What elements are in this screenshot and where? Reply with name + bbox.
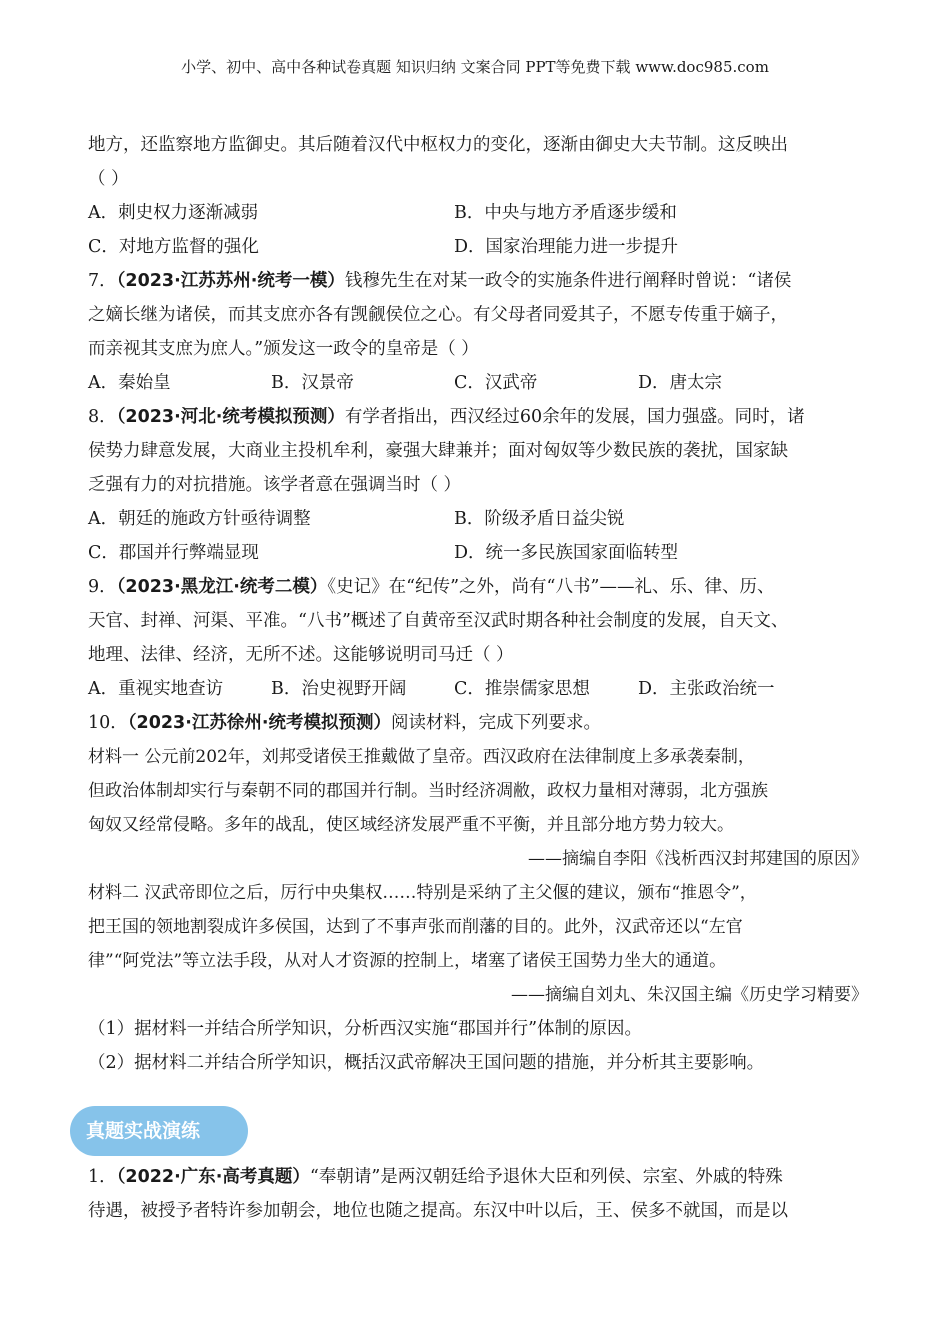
q10-number: 10． <box>88 713 128 733</box>
section-banner: 真题实战演练 <box>70 1106 248 1156</box>
q8-text: 有学者指出，西汉经过60余年的发展，国力强盛。同时，诸 <box>344 407 805 427</box>
q6-options-row-2 <box>88 230 868 264</box>
q9-text: 《史记》在“纪传”之外，尚有“八书”——礼、乐、律、历、 <box>327 577 775 597</box>
q1-text: “奉朝请”是两汉朝廷给予退休大臣和列侯、宗室、外戚的特殊 <box>309 1167 783 1187</box>
q8-options-row-1 <box>88 502 868 536</box>
q8-number: 8． <box>88 407 117 427</box>
q7-option-a[interactable]: A．秦始皇 <box>88 373 171 393</box>
q8-stem-line-1 <box>88 400 868 434</box>
q8-options-row-2 <box>88 536 868 570</box>
q7-stem-line-3: 而亲视其支庶为庶人。”颁发这一政令的皇帝是（ ） <box>88 339 479 359</box>
q8-option-b[interactable]: B．阶级矛盾日益尖锐 <box>454 509 625 529</box>
q10-subquestion-1: （1）据材料一并结合所学知识，分析西汉实施“郡国并行”体制的原因。 <box>88 1019 643 1039</box>
q10-source: （2023·江苏徐州·统考模拟预测） <box>127 713 392 733</box>
q8-source: （2023·河北·统考模拟预测） <box>116 407 345 427</box>
q9-stem-line-2: 天官、封禅、河渠、平准。“八书”概述了自黄帝至汉武时期各种社会制度的发展，自天文、 <box>88 611 789 631</box>
q9-stem-line-3: 地理、法律、经济，无所不述。这能够说明司马迁（ ） <box>88 645 514 665</box>
q6-option-d[interactable]: D．国家治理能力进一步提升 <box>454 237 679 257</box>
q8-option-d[interactable]: D．统一多民族国家面临转型 <box>454 543 679 563</box>
q7-stem-line-2: 之嫡长继为诸侯，而其支庶亦各有觊觎侯位之心。有父母者同爱其子，不愿专传重于嫡子， <box>88 305 788 325</box>
q8-stem-line-2: 侯势力肆意发展，大商业主投机牟利，豪强大肆兼并；面对匈奴等少数民族的袭扰，国家缺 <box>88 441 788 461</box>
q10-text: 阅读材料，完成下列要求。 <box>391 713 602 733</box>
q6-options-row-1 <box>88 196 868 230</box>
page-header: 小学、初中、高中各种试卷真题 知识归纳 文案合同 PPT等免费下载 www.doc985.com <box>181 58 769 76</box>
q8-option-a[interactable]: A．朝廷的施政方针亟待调整 <box>88 509 311 529</box>
q9-options-row <box>88 672 868 706</box>
material-2-line-3: 律”“阿党法”等立法手段，从对人才资源的控制上，堵塞了诸侯王国势力坐大的通道。 <box>88 951 727 971</box>
q6-option-b[interactable]: B．中央与地方矛盾逐步缓和 <box>454 203 677 223</box>
q9-stem-line-1 <box>88 570 868 604</box>
q6-answer-blank: （ ） <box>88 169 129 189</box>
q1-number: 1． <box>88 1167 117 1187</box>
q8-option-c[interactable]: C．郡国并行弊端显现 <box>88 543 259 563</box>
q9-option-d[interactable]: D．主张政治统一 <box>638 679 775 699</box>
q7-number: 7． <box>88 271 117 291</box>
material-1-line-2: 但政治体制却实行与秦朝不同的郡国并行制。当时经济凋敝，政权力量相对薄弱，北方强族 <box>88 781 768 801</box>
q1-source: （2022·广东·高考真题） <box>116 1167 310 1187</box>
q9-source: （2023·黑龙江·统考二模） <box>116 577 328 597</box>
material-2-line-2: 把王国的领地割裂成许多侯国，达到了不事声张而削藩的目的。此外，汉武帝还以“左官 <box>88 917 743 937</box>
q6-option-c[interactable]: C．对地方监督的强化 <box>88 237 259 257</box>
q9-option-a[interactable]: A．重视实地查访 <box>88 679 224 699</box>
material-2-citation: ——摘编自刘丸、朱汉国主编《历史学习精要》 <box>511 985 868 1005</box>
material-1-citation: ——摘编自李阳《浅析西汉封邦建国的原因》 <box>528 849 868 869</box>
q7-text: 钱穆先生在对某一政令的实施条件进行阐释时曾说：“诸侯 <box>344 271 792 291</box>
q10-stem-line <box>88 706 868 740</box>
q7-stem-line-1 <box>88 264 868 298</box>
q9-number: 9． <box>88 577 117 597</box>
q1-stem-line-2: 待遇，被授予者特许参加朝会，地位也随之提高。东汉中叶以后，王、侯多不就国，而是以 <box>88 1201 788 1221</box>
q7-source: （2023·江苏苏州·统考一模） <box>116 271 345 291</box>
material-1-line-1: 材料一 公元前202年，刘邦受诸侯王推戴做了皇帝。西汉政府在法律制度上多承袭秦制， <box>88 747 755 767</box>
q9-option-b[interactable]: B．治史视野开阔 <box>271 679 407 699</box>
q1-stem-line-1 <box>88 1160 868 1194</box>
material-2-line-1: 材料二 汉武帝即位之后，厉行中央集权……特别是采纳了主父偃的建议，颁布“推恩令”， <box>88 883 757 903</box>
q7-option-b[interactable]: B．汉景帝 <box>271 373 354 393</box>
q9-option-c[interactable]: C．推崇儒家思想 <box>454 679 590 699</box>
question-list <box>88 128 868 1080</box>
q8-stem-line-3: 乏强有力的对抗措施。该学者意在强调当时（ ） <box>88 475 462 495</box>
q7-options-row <box>88 366 868 400</box>
q6-stem-line: 地方，还监察地方监御史。其后随着汉代中枢权力的变化，逐渐由御史大夫节制。这反映出 <box>88 135 788 155</box>
q10-subquestion-2: （2）据材料二并结合所学知识，概括汉武帝解决王国问题的措施，并分析其主要影响。 <box>88 1053 765 1073</box>
material-1-line-3: 匈奴又经常侵略。多年的战乱，使区域经济发展严重不平衡，并且部分地方势力较大。 <box>88 815 734 835</box>
real-exam-section <box>88 1160 868 1228</box>
q6-option-a[interactable]: A．刺史权力逐渐减弱 <box>88 203 259 223</box>
q7-option-c[interactable]: C．汉武帝 <box>454 373 538 393</box>
q7-option-d[interactable]: D．唐太宗 <box>638 373 723 393</box>
